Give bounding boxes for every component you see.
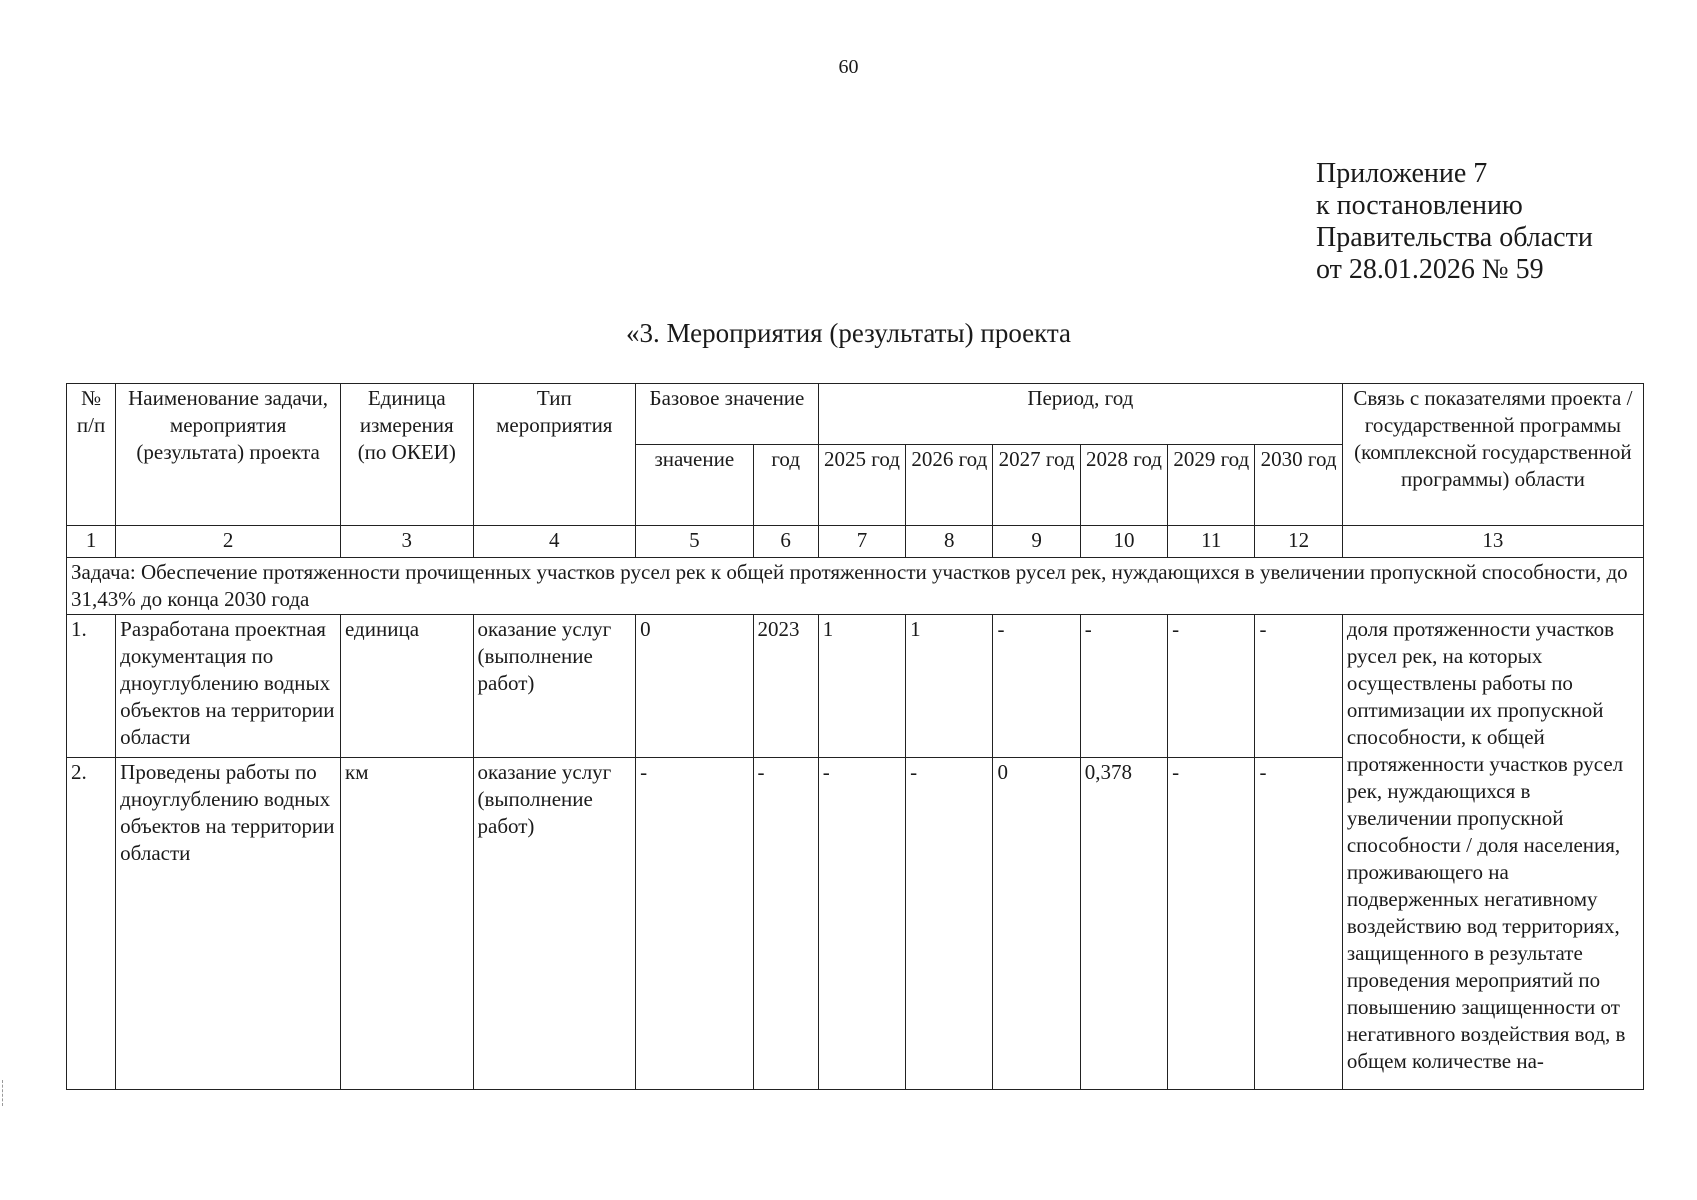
header-period: Период, год [818,384,1342,445]
column-number: 2 [116,526,341,558]
row-2028: - [1080,615,1167,758]
row-2027: - [993,615,1080,758]
indicator-link-text: доля протяженности участков русел рек, на которых осуществлены работы по оптимизации их пропускной способности, к общей протяженности участков русел рек, нуждающихся в увеличении пропускной способности / доля населения, проживающего на подверженных негативному воздействию вод территориях, защищенного в результате проведения мероприятий по повышению защищенности от негативного воздействия вод, в общем количестве на- [1342,615,1643,1090]
row-base-year: 2023 [753,615,818,758]
row-base-year: - [753,758,818,1090]
row-2029: - [1168,758,1255,1090]
column-number: 6 [753,526,818,558]
header-num: № п/п [67,384,116,526]
row-unit: км [341,758,473,1090]
header-base-value: значение [636,445,753,526]
header-base: Базовое значение [636,384,819,445]
appendix-line-1: Приложение 7 [1316,158,1488,189]
row-2030: - [1255,758,1342,1090]
column-number: 8 [906,526,993,558]
header-year-2027: 2027 год [993,445,1080,526]
column-numbers-row [67,526,1644,558]
appendix-block [1316,158,1593,286]
row-num: 2. [67,758,116,1090]
row-2028: 0,378 [1080,758,1167,1090]
column-number: 4 [473,526,636,558]
row-type: оказание услуг (выполнение работ) [473,758,636,1090]
row-2026: 1 [906,615,993,758]
row-base-value: 0 [636,615,753,758]
column-number: 10 [1080,526,1167,558]
row-num: 1. [67,615,116,758]
row-2026: - [906,758,993,1090]
column-number: 13 [1342,526,1643,558]
row-name: Проведены работы по дноуглублению водных объектов на территории области [116,758,341,1090]
row-base-value: - [636,758,753,1090]
row-2025: 1 [818,615,905,758]
row-name: Разработана проектная документация по дноуглублению водных объектов на территории области [116,615,341,758]
column-number: 1 [67,526,116,558]
header-base-year: год [753,445,818,526]
row-2027: 0 [993,758,1080,1090]
measures-table [66,383,1644,1090]
appendix-line-4: от 28.01.2026 № 59 [1316,254,1544,285]
column-number: 7 [818,526,905,558]
header-link: Связь с показателями проекта / государственной программы (комплексной государственной программы) области [1342,384,1643,526]
appendix-line-3: Правительства области [1316,222,1593,253]
row-2025: - [818,758,905,1090]
table-row [67,615,1644,758]
column-number: 11 [1168,526,1255,558]
header-row-1 [67,384,1644,445]
row-type: оказание услуг (выполнение работ) [473,615,636,758]
document-title: «3. Мероприятия (результаты) проекта [625,318,1072,348]
column-number: 9 [993,526,1080,558]
column-number: 12 [1255,526,1342,558]
column-number: 3 [341,526,473,558]
row-unit: единица [341,615,473,758]
header-type: Тип мероприятия [473,384,636,526]
appendix-line-2: к постановлению [1316,190,1523,221]
task-text: Задача: Обеспечение протяженности прочищенных участков русел рек к общей протяженности участков русел рек, нуждающихся в увеличении пропускной способности, до 31,43% до конца 2030 года [67,558,1644,615]
task-row [67,558,1644,615]
row-2030: - [1255,615,1342,758]
header-name: Наименование задачи, мероприятия (результата) проекта [116,384,341,526]
header-year-2026: 2026 год [906,445,993,526]
header-year-2029: 2029 год [1168,445,1255,526]
scan-edge-mark [2,1080,9,1106]
page-number: 60 [838,56,859,78]
row-2029: - [1168,615,1255,758]
column-number: 5 [636,526,753,558]
header-year-2030: 2030 год [1255,445,1342,526]
header-year-2028: 2028 год [1080,445,1167,526]
header-unit: Единица измерения (по ОКЕИ) [341,384,473,526]
header-year-2025: 2025 год [818,445,905,526]
